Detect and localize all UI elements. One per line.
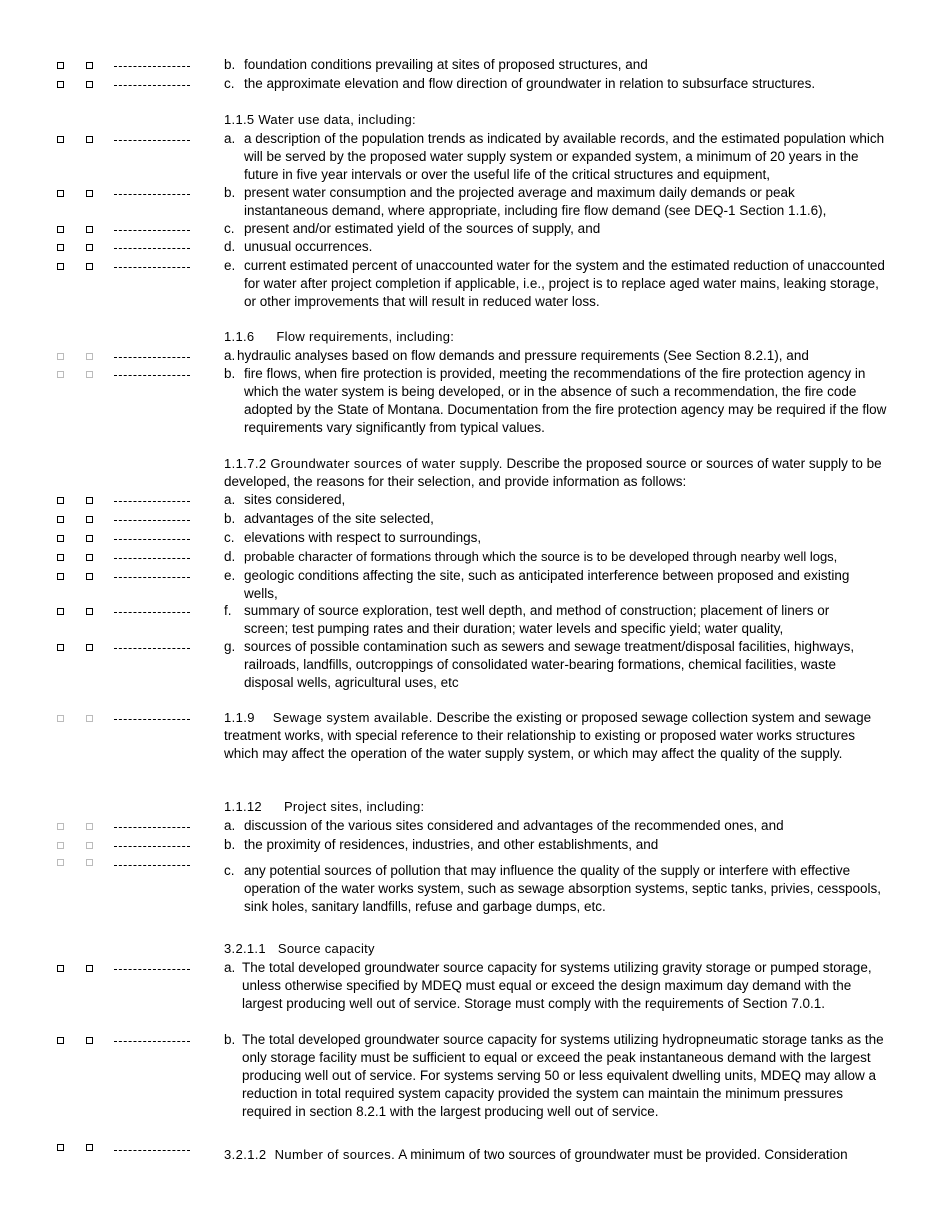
item-marker: b. xyxy=(224,185,236,200)
item-text: the approximate elevation and flow direction of groundwater in relation to subsurface structures. xyxy=(244,76,816,91)
comment-blank[interactable] xyxy=(114,510,190,521)
checkbox-no[interactable] xyxy=(86,136,93,143)
section-number: 1.1.12 xyxy=(224,799,262,814)
item-marker: c. xyxy=(224,530,235,545)
checkbox-yes[interactable] xyxy=(57,244,64,251)
checkbox-yes[interactable] xyxy=(57,497,64,504)
comment-blank[interactable] xyxy=(114,130,190,141)
section-number: 3.2.1.1 xyxy=(224,941,266,956)
checkbox-no[interactable] xyxy=(86,81,93,88)
section-number: 3.2.1.2 xyxy=(224,1147,267,1162)
section-text: A minimum of two sources of groundwater must be provided. Consideration xyxy=(398,1147,848,1162)
item-marker: c. xyxy=(224,76,235,91)
comment-blank[interactable] xyxy=(114,548,190,559)
item-marker: e. xyxy=(224,258,236,273)
checkbox-no[interactable] xyxy=(86,823,93,830)
comment-blank[interactable] xyxy=(114,855,190,866)
item-marker: f. xyxy=(224,603,232,618)
comment-blank[interactable] xyxy=(114,709,190,720)
checkbox-yes[interactable] xyxy=(57,371,64,378)
item-text: foundation conditions prevailing at sites of proposed structures, and xyxy=(244,57,648,72)
section-text: Describe the existing or proposed sewage collection system and sewage treatment works, with special reference to their relationship to existing or proposed water works structures which may affect the operation of the water supply system, or which may affect the quality of the supply. xyxy=(224,710,872,761)
item-text: present and/or estimated yield of the sources of supply, and xyxy=(244,221,601,236)
checkbox-yes[interactable] xyxy=(57,715,64,722)
checkbox-yes[interactable] xyxy=(57,965,64,972)
item-marker: b. xyxy=(224,1032,236,1047)
comment-blank[interactable] xyxy=(114,817,190,828)
checkbox-no[interactable] xyxy=(86,371,93,378)
item-marker: g. xyxy=(224,639,236,654)
section-heading-1-1-5: 1.1.5 Water use data, including: xyxy=(224,112,416,127)
checkbox-no[interactable] xyxy=(86,608,93,615)
section-heading-1-1-12 xyxy=(224,799,904,814)
item-marker: a. xyxy=(224,960,236,975)
item-text: sources of possible contamination such as sewers and sewage treatment/disposal facilities, highways, railroads, landfills, outcroppings of consolidated water-bearing formations, chemical facilities, waste disposal wells, agricultural uses, etc xyxy=(244,639,855,690)
item-text: unusual occurrences. xyxy=(244,239,373,254)
item-text: a description of the population trends as indicated by available records, and the estimated population which will be served by the proposed water supply system or expanded system, a minimum of 20 years in the future in five year intervals or over the useful life of the critical structures and equipment, xyxy=(244,131,885,182)
item-marker: e. xyxy=(224,568,236,583)
checkbox-yes[interactable] xyxy=(57,226,64,233)
checkbox-yes[interactable] xyxy=(57,516,64,523)
section-number: 1.1.6 xyxy=(224,329,255,344)
checkbox-no[interactable] xyxy=(86,554,93,561)
item-text: geologic conditions affecting the site, such as anticipated interference between proposed and existing wells, xyxy=(244,568,850,601)
checkbox-yes[interactable] xyxy=(57,573,64,580)
section-intro-1-1-7-2 xyxy=(224,455,894,491)
checkbox-yes[interactable] xyxy=(57,554,64,561)
section-intro-text: Describe the proposed source or sources of water supply to be developed, the reasons for their selection, and provide information as follows: xyxy=(224,456,882,489)
item-text: The total developed groundwater source capacity for systems utilizing gravity storage or pumped storage, unless otherwise specified by MDEQ must equal or exceed the design maximum day demand with the largest producing well out of service. Storage must comply with the requirements of Section 7.0.1. xyxy=(242,960,872,1011)
comment-blank[interactable] xyxy=(114,220,190,231)
comment-blank[interactable] xyxy=(114,567,190,578)
section-heading-3-2-1-1 xyxy=(224,941,904,956)
comment-blank[interactable] xyxy=(114,638,190,649)
item-text: advantages of the site selected, xyxy=(244,511,434,526)
section-1-1-9 xyxy=(224,709,874,763)
checkbox-yes[interactable] xyxy=(57,62,64,69)
checkbox-no[interactable] xyxy=(86,1144,93,1151)
item-marker: a. xyxy=(224,348,236,363)
checkbox-yes[interactable] xyxy=(57,608,64,615)
comment-blank[interactable] xyxy=(114,257,190,268)
comment-blank[interactable] xyxy=(114,1140,190,1151)
item-text: current estimated percent of unaccounted water for the system and the estimated reduction of unaccounted for water after project completion if applicable, i.e., project is to replace aged water mains, leaking storage, or other improvements that will result in reduced water loss. xyxy=(244,258,885,309)
checkbox-no[interactable] xyxy=(86,965,93,972)
comment-blank[interactable] xyxy=(114,75,190,86)
checkbox-yes[interactable] xyxy=(57,859,64,866)
checkbox-yes[interactable] xyxy=(57,535,64,542)
item-text: probable character of formations through which the source is to be developed through nearby well logs, xyxy=(244,549,838,564)
item-marker: b. xyxy=(224,511,236,526)
item-text: present water consumption and the projected average and maximum daily demands or peak instantaneous demand, where appropriate, including fire flow demand (see DEQ-1 Section 1.1.6), xyxy=(244,185,827,218)
item-text: fire flows, when fire protection is provided, meeting the recommendations of the fire protection agency in which the water system is being developed, or in the absence of such a recommendation, the fire code adopted by the State of Montana. Documentation from the fire protection agency may be required if the flow requirements vary significantly from typical values. xyxy=(244,366,887,435)
checkbox-no[interactable] xyxy=(86,62,93,69)
item-marker: a. xyxy=(224,818,236,833)
checkbox-yes[interactable] xyxy=(57,823,64,830)
comment-blank[interactable] xyxy=(114,1031,190,1042)
checkbox-yes[interactable] xyxy=(57,136,64,143)
item-text: sites considered, xyxy=(244,492,346,507)
item-marker: b. xyxy=(224,837,236,852)
item-text: any potential sources of pollution that may influence the quality of the supply or interfere with effective operation of the water works system, such as sewage absorption systems, septic tanks, privies, cesspools, sink holes, sanitary landfills, refuse and garbage dumps, etc. xyxy=(244,863,882,914)
checkbox-yes[interactable] xyxy=(57,1144,64,1151)
section-heading-1-1-6 xyxy=(224,329,904,344)
item-text: The total developed groundwater source capacity for systems utilizing hydropneumatic storage tanks as the only storage facility must be sufficient to equal or exceed the peak instantaneous demand with the largest producing well out of service. For systems serving 50 or less equivalent dwelling units, MDEQ may allow a reduction in total required system capacity provided the system can maintain the minimum pressures required in section 8.2.1 with the largest producing well out of service. xyxy=(242,1032,884,1119)
checkbox-no[interactable] xyxy=(86,497,93,504)
checkbox-no[interactable] xyxy=(86,244,93,251)
checkbox-no[interactable] xyxy=(86,842,93,849)
section-title: Groundwater sources of water supply. xyxy=(270,456,503,471)
checkbox-no[interactable] xyxy=(86,535,93,542)
section-title: Sewage system available. xyxy=(272,710,433,725)
comment-blank[interactable] xyxy=(114,238,190,249)
checkbox-no[interactable] xyxy=(86,516,93,523)
checkbox-no[interactable] xyxy=(86,263,93,270)
item-marker: c. xyxy=(224,863,235,878)
comment-blank[interactable] xyxy=(114,959,190,970)
checkbox-no[interactable] xyxy=(86,859,93,866)
checkbox-no[interactable] xyxy=(86,1037,93,1044)
checkbox-no[interactable] xyxy=(86,353,93,360)
comment-blank[interactable] xyxy=(114,56,190,67)
comment-blank[interactable] xyxy=(114,347,190,358)
item-text: hydraulic analyses based on flow demands and pressure requirements (See Section 8.2.1), and xyxy=(237,348,809,363)
checkbox-yes[interactable] xyxy=(57,190,64,197)
section-title: Project sites, including: xyxy=(283,799,425,814)
checkbox-yes[interactable] xyxy=(57,644,64,651)
item-marker: d. xyxy=(224,549,236,564)
item-marker: a. xyxy=(224,131,236,146)
section-number: 1.1.7.2 xyxy=(224,456,267,471)
checkbox-yes[interactable] xyxy=(57,1037,64,1044)
comment-blank[interactable] xyxy=(114,602,190,613)
checkbox-no[interactable] xyxy=(86,715,93,722)
comment-blank[interactable] xyxy=(114,491,190,502)
checkbox-yes[interactable] xyxy=(57,353,64,360)
checkbox-yes[interactable] xyxy=(57,81,64,88)
item-marker: b. xyxy=(224,57,236,72)
checkbox-no[interactable] xyxy=(86,226,93,233)
checkbox-yes[interactable] xyxy=(57,842,64,849)
checkbox-no[interactable] xyxy=(86,573,93,580)
comment-blank[interactable] xyxy=(114,836,190,847)
item-text: elevations with respect to surroundings, xyxy=(244,530,482,545)
checkbox-no[interactable] xyxy=(86,644,93,651)
item-marker: b. xyxy=(224,366,236,381)
section-number: 1.1.9 xyxy=(224,710,255,725)
item-marker: a. xyxy=(224,492,236,507)
comment-blank[interactable] xyxy=(114,365,190,376)
item-marker: c. xyxy=(224,221,235,236)
item-text: discussion of the various sites considered and advantages of the recommended ones, and xyxy=(244,818,784,833)
checkbox-yes[interactable] xyxy=(57,263,64,270)
section-title: Number of sources. xyxy=(274,1147,396,1162)
section-title: Flow requirements, including: xyxy=(276,329,455,344)
item-marker: d. xyxy=(224,239,236,254)
item-text: the proximity of residences, industries, and other establishments, and xyxy=(244,837,659,852)
section-3-2-1-2 xyxy=(224,1146,894,1164)
comment-blank[interactable] xyxy=(114,184,190,195)
item-text: summary of source exploration, test well depth, and method of construction; placement of liners or screen; test pumping rates and their duration; water levels and specific yield; water quality, xyxy=(244,603,830,636)
section-title: Source capacity xyxy=(277,941,375,956)
comment-blank[interactable] xyxy=(114,529,190,540)
checkbox-no[interactable] xyxy=(86,190,93,197)
